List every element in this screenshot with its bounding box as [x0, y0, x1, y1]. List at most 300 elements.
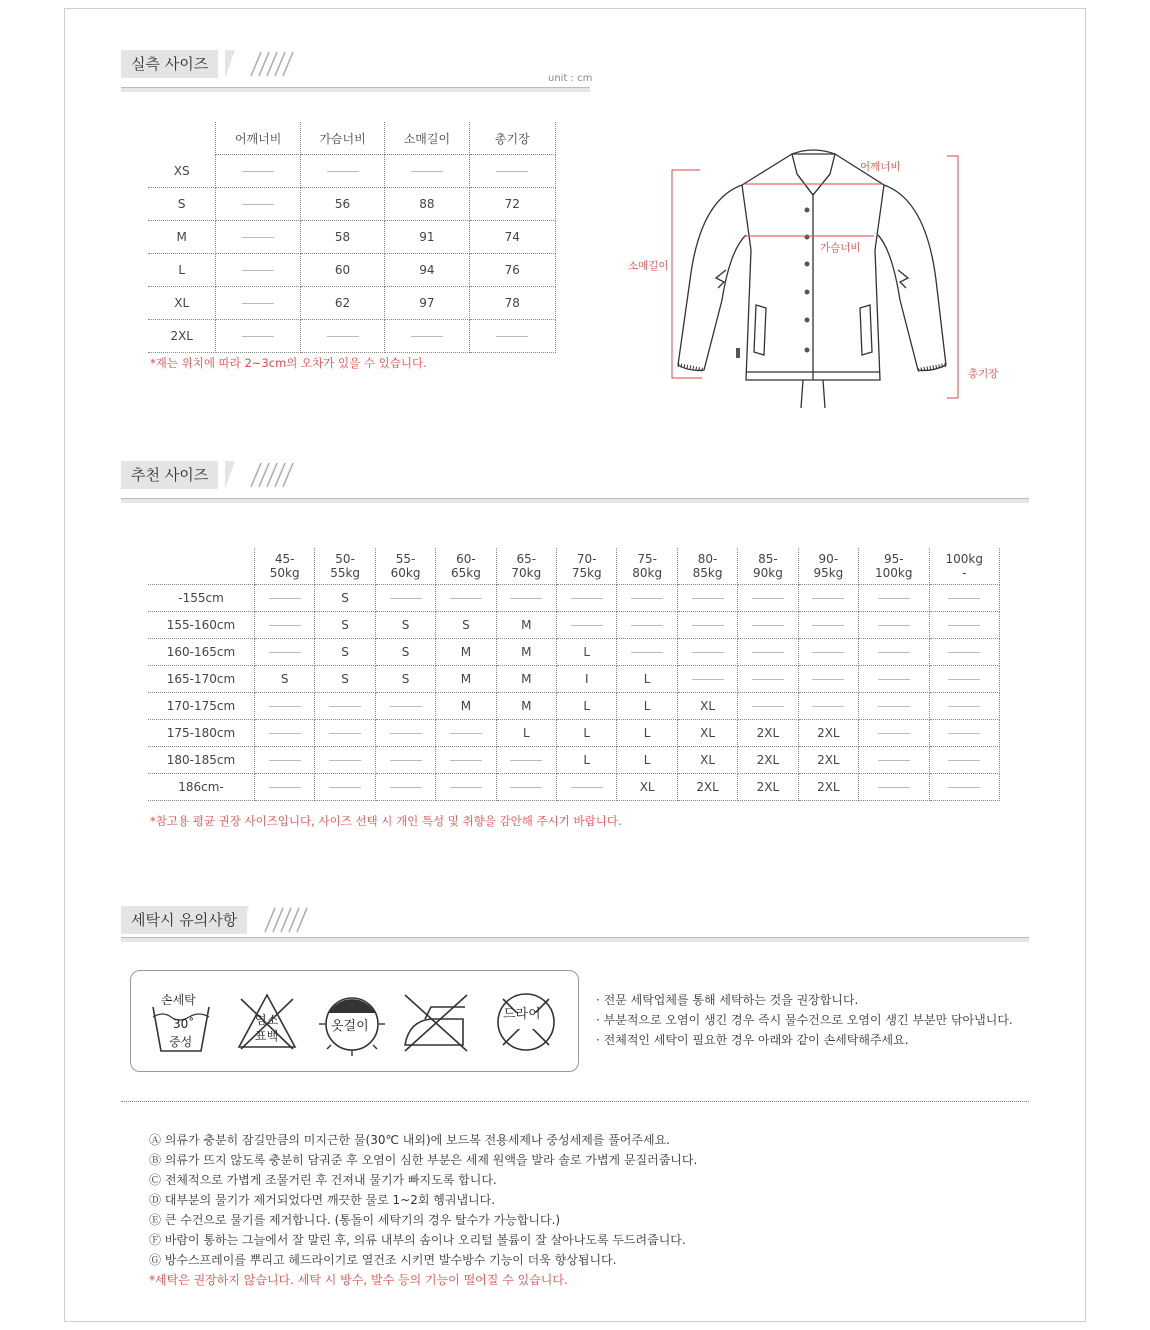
table-row — [148, 666, 1000, 693]
weight-from: 90- — [818, 552, 839, 566]
weight-to: 100kg — [875, 566, 913, 580]
weight-to: 70kg — [511, 566, 542, 580]
care-icons-box — [130, 970, 579, 1072]
weight-from: 70- — [576, 552, 597, 566]
empty-cell — [557, 774, 617, 801]
empty-cell — [315, 693, 375, 720]
section-slash-decoration — [239, 906, 319, 934]
size-cell: 2XL — [738, 720, 798, 747]
dash-mark — [948, 679, 980, 680]
size-cell: 2XL — [738, 747, 798, 774]
size-cell: S — [375, 639, 435, 666]
dash-mark — [878, 760, 910, 761]
height-label: 160-165cm — [148, 639, 255, 666]
weight-header — [557, 548, 617, 585]
empty-cell — [929, 666, 1000, 693]
dash-mark — [631, 598, 663, 599]
empty-cell — [255, 612, 315, 639]
empty-cell — [375, 720, 435, 747]
empty-cell — [216, 254, 300, 287]
weight-header — [929, 548, 1000, 585]
col-header: 소매길이 — [385, 122, 469, 155]
height-label: 186cm- — [148, 774, 255, 801]
hand-wash-neutral: 중성 — [169, 1035, 193, 1049]
dash-mark — [269, 706, 301, 707]
dash-mark — [450, 598, 482, 599]
wash-step: Ⓑ 의류가 뜨지 않도록 충분히 담궈준 후 오염이 심한 부분은 세제 원액을 발라 솔로 가볍게 문질러줍니다. — [149, 1153, 698, 1167]
dash-mark — [450, 760, 482, 761]
weight-to: 80kg — [632, 566, 663, 580]
empty-cell — [216, 155, 300, 188]
dash-mark — [269, 733, 301, 734]
size-label: S — [148, 188, 216, 221]
dash-mark — [812, 652, 844, 653]
weight-to: 50kg — [269, 566, 300, 580]
size-cell: L — [496, 720, 556, 747]
empty-cell — [436, 774, 496, 801]
empty-cell — [216, 188, 300, 221]
dash-mark — [496, 336, 528, 337]
dash-mark — [631, 652, 663, 653]
weight-to: 55kg — [330, 566, 361, 580]
dash-mark — [878, 706, 910, 707]
empty-cell — [469, 155, 555, 188]
dash-mark — [329, 733, 361, 734]
col-header: 어깨너비 — [216, 122, 300, 155]
hand-wash-temp: 30˚ — [173, 1017, 195, 1031]
measured-size-table — [148, 122, 556, 353]
empty-cell — [798, 639, 858, 666]
dash-mark — [242, 336, 274, 337]
wash-step: Ⓔ 큰 수건으로 물기를 제거합니다. (통돌이 세탁기의 경우 탈수가 가능합니다.) — [149, 1213, 561, 1227]
weight-to: 60kg — [390, 566, 421, 580]
size-cell: M — [436, 639, 496, 666]
dash-mark — [692, 652, 724, 653]
empty-cell — [859, 774, 929, 801]
no-hanger-dry-label: 옷걸이 — [331, 1019, 369, 1034]
size-cell: 2XL — [798, 774, 858, 801]
weight-header — [315, 548, 375, 585]
section-divider — [121, 87, 590, 92]
dash-mark — [411, 171, 443, 172]
weight-from: 55- — [395, 552, 416, 566]
measure-cell: 91 — [385, 221, 469, 254]
weight-from: 60- — [456, 552, 476, 566]
empty-cell — [798, 666, 858, 693]
size-cell: L — [557, 693, 617, 720]
wash-step: Ⓐ 의류가 충분히 잠길만큼의 미지근한 물(30℃ 내외)에 보드복 전용세제나 중성세제를 풀어주세요. — [149, 1133, 670, 1147]
col-header: 가슴너비 — [300, 122, 384, 155]
dash-mark — [878, 598, 910, 599]
size-cell: M — [496, 639, 556, 666]
weight-header — [436, 548, 496, 585]
section-title: 세탁시 유의사항 — [121, 906, 247, 934]
dash-mark — [571, 625, 603, 626]
size-label: L — [148, 254, 216, 287]
empty-cell — [859, 720, 929, 747]
empty-cell — [557, 612, 617, 639]
table-row — [148, 188, 556, 221]
dash-mark — [450, 787, 482, 788]
wash-step: Ⓖ 방수스프레이를 뿌리고 헤드라이기로 열건조 시키면 발수방수 기능이 더욱 향상됩니다. — [149, 1253, 617, 1267]
empty-cell — [617, 639, 677, 666]
dash-mark — [269, 625, 301, 626]
measure-cell: 88 — [385, 188, 469, 221]
dash-mark — [692, 598, 724, 599]
height-label: 175-180cm — [148, 720, 255, 747]
col-header: 총기장 — [469, 122, 555, 155]
empty-cell — [255, 693, 315, 720]
dash-mark — [242, 303, 274, 304]
size-cell: L — [557, 720, 617, 747]
size-cell: M — [496, 612, 556, 639]
wash-steps — [149, 1130, 697, 1290]
empty-cell — [385, 155, 469, 188]
empty-cell — [929, 693, 1000, 720]
size-cell: 2XL — [798, 747, 858, 774]
size-cell: S — [315, 666, 375, 693]
weight-from: 80- — [697, 552, 718, 566]
empty-cell — [375, 693, 435, 720]
size-cell: L — [617, 720, 677, 747]
section-title: 실측 사이즈 — [121, 50, 218, 78]
section-slash-decoration — [225, 461, 305, 489]
dash-mark — [692, 679, 724, 680]
table-row — [148, 287, 556, 320]
dash-mark — [812, 706, 844, 707]
empty-cell — [929, 612, 1000, 639]
empty-cell — [929, 774, 1000, 801]
size-cell: S — [436, 612, 496, 639]
dash-mark — [812, 679, 844, 680]
dash-mark — [390, 733, 422, 734]
size-cell: 2XL — [677, 774, 737, 801]
weight-from: 85- — [758, 552, 778, 566]
empty-cell — [255, 585, 315, 612]
weight-header — [255, 548, 315, 585]
weight-from: 45- — [274, 552, 295, 566]
weight-to: 95kg — [813, 566, 844, 580]
wash-step: Ⓕ 바람이 통하는 그늘에서 잘 말린 후, 의류 내부의 솜이나 오리털 볼륨이 잘 살아나도록 두드려줍니다. — [149, 1233, 686, 1247]
dash-mark — [878, 679, 910, 680]
wash-warning: *세탁은 권장하지 않습니다. 세탁 시 방수, 발수 등의 기능이 떨어질 수 있습니다. — [149, 1273, 568, 1287]
table-row — [148, 774, 1000, 801]
empty-cell — [677, 585, 737, 612]
section-slash-decoration — [225, 50, 305, 78]
empty-cell — [255, 747, 315, 774]
dash-mark — [242, 171, 274, 172]
dash-mark — [571, 787, 603, 788]
no-dry-clean-icon — [491, 989, 561, 1055]
table-corner — [148, 122, 216, 155]
empty-cell — [738, 639, 798, 666]
no-iron-icon — [401, 991, 471, 1053]
dash-mark — [242, 204, 274, 205]
empty-cell — [436, 720, 496, 747]
empty-cell — [496, 585, 556, 612]
dash-mark — [752, 679, 784, 680]
empty-cell — [375, 585, 435, 612]
table-row — [148, 720, 1000, 747]
empty-cell — [798, 612, 858, 639]
empty-cell — [677, 666, 737, 693]
wash-step: Ⓒ 전체적으로 가볍게 조물거린 후 건져내 물기가 빠지도록 합니다. — [149, 1173, 497, 1187]
size-cell: M — [436, 666, 496, 693]
table-row — [148, 612, 1000, 639]
table-row — [148, 693, 1000, 720]
dash-mark — [752, 652, 784, 653]
jacket-diagram — [660, 140, 980, 410]
dash-mark — [390, 787, 422, 788]
dash-mark — [390, 706, 422, 707]
empty-cell — [385, 320, 469, 353]
empty-cell — [496, 774, 556, 801]
table-row — [148, 221, 556, 254]
dash-mark — [269, 652, 301, 653]
empty-cell — [929, 585, 1000, 612]
measure-cell: 56 — [300, 188, 384, 221]
dash-mark — [510, 760, 542, 761]
size-cell: XL — [617, 774, 677, 801]
measure-cell: 60 — [300, 254, 384, 287]
section-divider — [121, 937, 1029, 942]
size-cell: L — [617, 666, 677, 693]
empty-cell — [617, 612, 677, 639]
wash-step: Ⓓ 대부분의 물기가 제거되었다면 깨끗한 물로 1~2회 헹궈냅니다. — [149, 1193, 496, 1207]
size-label: 2XL — [148, 320, 216, 353]
section-title: 추천 사이즈 — [121, 461, 218, 489]
empty-cell — [216, 287, 300, 320]
table-row — [148, 254, 556, 287]
empty-cell — [315, 747, 375, 774]
dash-mark — [948, 598, 980, 599]
size-cell: L — [617, 693, 677, 720]
dash-mark — [948, 625, 980, 626]
shoulder-label: 어깨너비 — [860, 161, 901, 173]
empty-cell — [375, 747, 435, 774]
dash-mark — [631, 625, 663, 626]
dash-mark — [327, 336, 359, 337]
table-corner — [148, 548, 255, 585]
chest-label: 가슴너비 — [820, 242, 861, 254]
measure-note: *재는 위치에 따라 2~3cm의 오차가 있을 수 있습니다. — [150, 356, 427, 370]
hand-wash-label: 손세탁 — [161, 993, 196, 1007]
weight-to: 75kg — [571, 566, 602, 580]
unit-label: unit : cm — [548, 73, 593, 84]
empty-cell — [738, 612, 798, 639]
empty-cell — [496, 747, 556, 774]
dash-mark — [510, 598, 542, 599]
size-cell: L — [617, 747, 677, 774]
measure-cell: 58 — [300, 221, 384, 254]
measure-cell: 76 — [469, 254, 555, 287]
dash-mark — [878, 787, 910, 788]
empty-cell — [859, 666, 929, 693]
dash-mark — [878, 625, 910, 626]
empty-cell — [617, 585, 677, 612]
empty-cell — [315, 774, 375, 801]
dash-mark — [571, 598, 603, 599]
dash-mark — [948, 787, 980, 788]
weight-from: 75- — [637, 552, 657, 566]
size-label: XL — [148, 287, 216, 320]
weight-to: 85kg — [692, 566, 723, 580]
dash-mark — [948, 760, 980, 761]
empty-cell — [300, 320, 384, 353]
weight-from: 50- — [335, 552, 355, 566]
dash-mark — [450, 733, 482, 734]
size-cell: M — [496, 666, 556, 693]
table-header-row — [148, 122, 556, 155]
empty-cell — [436, 747, 496, 774]
dash-mark — [812, 598, 844, 599]
dash-mark — [510, 787, 542, 788]
empty-cell — [315, 720, 375, 747]
height-label: 155-160cm — [148, 612, 255, 639]
size-cell: 2XL — [798, 720, 858, 747]
dash-mark — [390, 598, 422, 599]
size-cell: 2XL — [738, 774, 798, 801]
size-cell: L — [557, 639, 617, 666]
size-cell: L — [557, 747, 617, 774]
size-cell: S — [315, 612, 375, 639]
table-row — [148, 155, 556, 188]
empty-cell — [929, 639, 1000, 666]
empty-cell — [859, 585, 929, 612]
empty-cell — [216, 221, 300, 254]
weight-header — [617, 548, 677, 585]
dash-mark — [242, 270, 274, 271]
no-dry-clean-label: 드라이 — [503, 1007, 541, 1022]
weight-to: - — [962, 566, 967, 580]
dash-mark — [411, 336, 443, 337]
height-label: -155cm — [148, 585, 255, 612]
empty-cell — [677, 612, 737, 639]
empty-cell — [859, 747, 929, 774]
size-cell: S — [255, 666, 315, 693]
measure-cell: 78 — [469, 287, 555, 320]
height-label: 165-170cm — [148, 666, 255, 693]
weight-to: 65kg — [451, 566, 481, 580]
height-label: 180-185cm — [148, 747, 255, 774]
empty-cell — [859, 612, 929, 639]
weight-to: 90kg — [753, 566, 783, 580]
dash-mark — [812, 625, 844, 626]
weight-header — [677, 548, 737, 585]
size-cell: M — [436, 693, 496, 720]
dash-mark — [327, 171, 359, 172]
dash-mark — [692, 625, 724, 626]
length-label: 총기장 — [968, 368, 999, 380]
size-cell: I — [557, 666, 617, 693]
empty-cell — [798, 585, 858, 612]
section-header-washing — [121, 906, 591, 936]
empty-cell — [859, 693, 929, 720]
empty-cell — [216, 320, 300, 353]
section-header-recommended-size — [121, 461, 591, 491]
dash-mark — [329, 787, 361, 788]
section-divider — [121, 498, 1029, 503]
height-label: 170-175cm — [148, 693, 255, 720]
dash-mark — [329, 760, 361, 761]
measure-cell: 94 — [385, 254, 469, 287]
size-label: M — [148, 221, 216, 254]
care-tip: · 부분적으로 오염이 생긴 경우 즉시 물수건으로 오염이 생긴 부분만 닦아냅니다. — [596, 1013, 1013, 1027]
section-header-measured-size — [121, 50, 591, 80]
no-bleach-label-1: 염소 — [255, 1013, 279, 1027]
weight-header — [859, 548, 929, 585]
measure-cell: 74 — [469, 221, 555, 254]
recommended-size-table — [148, 548, 1000, 801]
empty-cell — [929, 720, 1000, 747]
size-cell: S — [375, 666, 435, 693]
dash-mark — [752, 625, 784, 626]
care-tips — [596, 990, 1013, 1050]
dash-mark — [329, 706, 361, 707]
size-cell: XL — [677, 693, 737, 720]
table-row — [148, 585, 1000, 612]
empty-cell — [929, 747, 1000, 774]
empty-cell — [738, 666, 798, 693]
empty-cell — [255, 720, 315, 747]
empty-cell — [859, 639, 929, 666]
empty-cell — [255, 639, 315, 666]
care-tip: · 전문 세탁업체를 통해 세탁하는 것을 권장합니다. — [596, 993, 859, 1007]
size-label: XS — [148, 155, 216, 188]
weight-header — [738, 548, 798, 585]
weight-header — [798, 548, 858, 585]
dash-mark — [269, 598, 301, 599]
size-cell: S — [375, 612, 435, 639]
measure-cell: 72 — [469, 188, 555, 221]
empty-cell — [738, 693, 798, 720]
dash-mark — [752, 706, 784, 707]
size-cell: S — [315, 639, 375, 666]
recommend-note: *참고용 평균 권장 사이즈입니다, 사이즈 선택 시 개인 특성 및 취향을 감안해 주시기 바랍니다. — [150, 814, 622, 828]
dash-mark — [390, 760, 422, 761]
empty-cell — [255, 774, 315, 801]
weight-from: 65- — [516, 552, 537, 566]
dash-mark — [948, 652, 980, 653]
care-tip: · 전체적인 세탁이 필요한 경우 아래와 같이 손세탁해주세요. — [596, 1033, 909, 1047]
dash-mark — [878, 652, 910, 653]
dotted-divider — [121, 1101, 1029, 1102]
dash-mark — [752, 598, 784, 599]
weight-header — [496, 548, 556, 585]
weight-from: 95- — [883, 552, 904, 566]
empty-cell — [677, 639, 737, 666]
empty-cell — [798, 693, 858, 720]
size-cell: S — [315, 585, 375, 612]
sleeve-label: 소매길이 — [628, 260, 669, 272]
dash-mark — [269, 760, 301, 761]
weight-from: 100kg — [945, 552, 983, 566]
measure-cell: 62 — [300, 287, 384, 320]
dash-mark — [242, 237, 274, 238]
empty-cell — [375, 774, 435, 801]
table-header-row — [148, 548, 1000, 585]
dash-mark — [496, 171, 528, 172]
table-row — [148, 639, 1000, 666]
size-cell: M — [496, 693, 556, 720]
dash-mark — [878, 733, 910, 734]
table-row — [148, 747, 1000, 774]
dash-mark — [948, 706, 980, 707]
dash-mark — [948, 733, 980, 734]
weight-header — [375, 548, 435, 585]
dash-mark — [269, 787, 301, 788]
empty-cell — [469, 320, 555, 353]
